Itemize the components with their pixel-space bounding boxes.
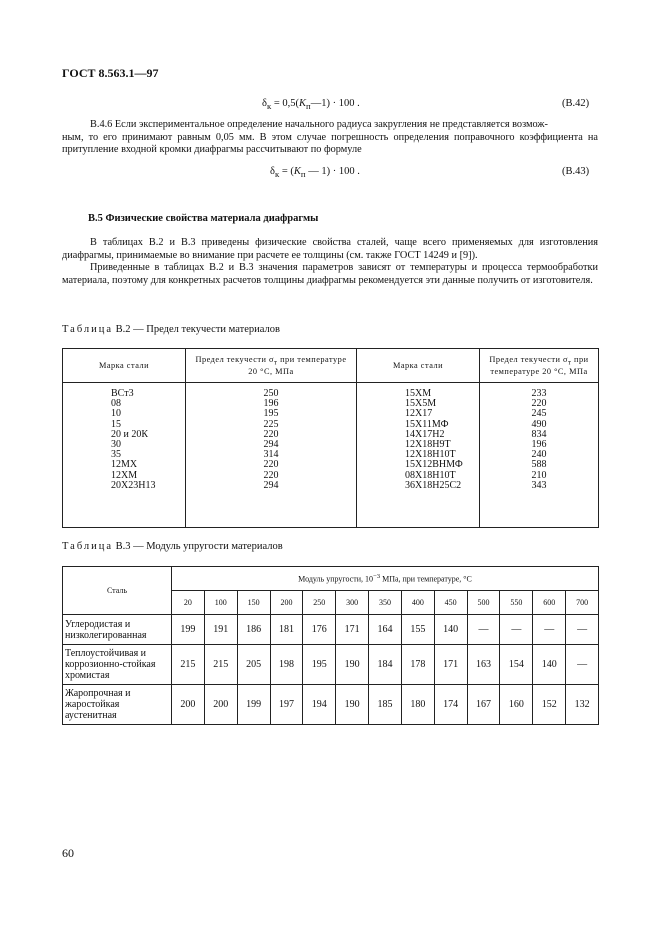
document-header: ГОСТ 8.563.1—97 — [62, 66, 159, 80]
steel-grade: 15Х11МФ — [405, 418, 449, 430]
yield-value: 245 — [531, 408, 547, 420]
modulus-value: 180 — [401, 685, 434, 725]
modulus-value: 184 — [369, 645, 402, 685]
modulus-value: 152 — [533, 685, 566, 725]
yield-value: 220 — [263, 428, 279, 440]
yield-value: 294 — [263, 439, 279, 451]
steel-grade: 36Х18Н25С2 — [405, 479, 462, 491]
temperature-header: 200 — [270, 591, 303, 615]
page-number: 60 — [62, 846, 74, 860]
modulus-value: 164 — [369, 615, 402, 645]
yield-value: 220 — [263, 459, 279, 471]
formula-ksub: п — [300, 169, 306, 180]
column-header: Марка стали — [357, 349, 480, 383]
formula-b43 — [270, 166, 360, 179]
modulus-value: 197 — [270, 685, 303, 725]
yield-value: 210 — [531, 469, 547, 481]
equation-number-b42: (В.42) — [562, 98, 590, 109]
yield-value: 195 — [263, 408, 279, 420]
modulus-value: 176 — [303, 615, 336, 645]
caption-prefix: Таблица — [62, 324, 114, 335]
modulus-value: 171 — [434, 645, 467, 685]
yield-value: 490 — [531, 418, 547, 430]
yield-value: 250 — [263, 388, 279, 399]
modulus-value: — — [467, 615, 500, 645]
modulus-value: 191 — [204, 615, 237, 645]
yield-value: 588 — [531, 459, 547, 471]
formula-lhs: δ — [270, 166, 275, 177]
steel-grade: 35 — [111, 449, 121, 461]
modulus-value: 140 — [434, 615, 467, 645]
steel-type-label: Жаропрочная и жаростойкая аустенитная — [63, 685, 172, 725]
table-row — [63, 645, 599, 685]
yield-value: 294 — [263, 479, 279, 491]
paragraph-b46 — [62, 119, 598, 157]
equation-number-b43: (В.43) — [562, 166, 590, 177]
section-title: В.5 Физические свойства материала диафрагмы — [88, 213, 319, 224]
steel-grade: ВСт3 — [111, 388, 134, 399]
modulus-value: 200 — [172, 685, 205, 725]
yield-value: 196 — [531, 439, 547, 451]
temperature-header: 350 — [369, 591, 402, 615]
left-grades-column — [63, 383, 186, 528]
yield-value: 225 — [263, 418, 279, 430]
formula-part: — 1) · 100 . — [305, 166, 360, 177]
yield-value: 233 — [531, 388, 547, 399]
yield-value: 343 — [531, 479, 547, 491]
modulus-value: 181 — [270, 615, 303, 645]
steel-grade: 30 — [111, 439, 121, 451]
steel-grade: 12Х18Н9Т — [405, 439, 451, 451]
modulus-value: 215 — [204, 645, 237, 685]
paragraph-continuation: ным, то его принимают равным 0,05 мм. В этом случае погрешность определения поправочного коэффициента на притупление входной кромки диафрагмы рассчитывают по формуле — [62, 131, 598, 156]
temperature-header: 450 — [434, 591, 467, 615]
formula-ksub: п — [306, 101, 311, 112]
modulus-value: — — [566, 645, 599, 685]
formula-b42 — [262, 98, 360, 111]
steel-grade: 12Х17 — [405, 408, 433, 420]
steel-grade: 14Х17Н2 — [405, 428, 445, 440]
table-b2-caption — [62, 324, 280, 335]
column-header: Модуль упругости, $10^{-3}$ МПа, при температуре, °С — [172, 567, 599, 591]
paragraph-text: В таблицах В.2 и В.3 приведены физические свойства сталей, чаще всего применяемых для изготовления диафрагмы, принимаемые во внимание при расчете ее толщины (см. также ГОСТ 14249 и [9]). — [62, 237, 598, 261]
modulus-value: 199 — [172, 615, 205, 645]
column-header: Марка стали — [63, 349, 186, 383]
steel-grade: 15ХМ — [405, 388, 432, 399]
formula-k: K — [299, 98, 307, 109]
temperature-header: 400 — [401, 591, 434, 615]
steel-grade: 08 — [111, 398, 121, 410]
modulus-value: 198 — [270, 645, 303, 685]
left-values-column — [186, 383, 357, 528]
modulus-value: — — [533, 615, 566, 645]
modulus-value: 190 — [336, 685, 369, 725]
steel-grade: 12Х18Н10Т — [405, 449, 456, 461]
modulus-value: 140 — [533, 645, 566, 685]
modulus-value: 190 — [336, 645, 369, 685]
steel-grade: 12МХ — [111, 459, 138, 471]
modulus-value: — — [566, 615, 599, 645]
temperature-header: 500 — [467, 591, 500, 615]
table-row — [63, 685, 599, 725]
steel-grade: 20 и 20К — [111, 428, 149, 440]
table-yield-strength — [62, 348, 599, 528]
formula-sub: к — [266, 101, 272, 112]
modulus-value: 174 — [434, 685, 467, 725]
modulus-value: 200 — [204, 685, 237, 725]
yield-value: 220 — [263, 469, 279, 481]
column-header: Предел текучести $\sigma_т$ при температуре 20 °С, МПа — [186, 349, 357, 383]
temperature-header: 20 — [172, 591, 205, 615]
modulus-value: 154 — [500, 645, 533, 685]
table-row — [63, 615, 599, 645]
steel-type-label: Углеродистая и низколегированная — [63, 615, 172, 645]
temperature-header: 700 — [566, 591, 599, 615]
table-elastic-modulus — [62, 566, 599, 725]
steel-grade: 15Х5М — [405, 398, 437, 410]
yield-value: 196 — [263, 398, 279, 410]
caption-text: В.2 — Предел текучести материалов — [113, 324, 280, 335]
steel-grade: 15Х12ВНМФ — [405, 459, 463, 471]
formula-part: = ( — [279, 166, 294, 177]
temperature-header: 150 — [237, 591, 270, 615]
modulus-value: — — [500, 615, 533, 645]
formula-lhs: δ — [262, 98, 267, 109]
modulus-value: 205 — [237, 645, 270, 685]
steel-grade: 20Х23Н13 — [111, 479, 156, 491]
temperature-header: 250 — [303, 591, 336, 615]
temperature-header: 300 — [336, 591, 369, 615]
modulus-value: 155 — [401, 615, 434, 645]
temperature-header: 100 — [204, 591, 237, 615]
modulus-value: 186 — [237, 615, 270, 645]
formula-part: —1) · 100 . — [310, 98, 360, 109]
formula-sub: к — [274, 169, 280, 180]
steel-type-label: Теплоустойчивая и коррозионно-стойкая хромистая — [63, 645, 172, 685]
caption-prefix: Таблица — [62, 541, 114, 552]
formula-part: = 0,5( — [271, 98, 300, 109]
yield-value: 240 — [531, 449, 547, 461]
modulus-value: 167 — [467, 685, 500, 725]
yield-value: 834 — [531, 428, 547, 440]
steel-grade: 08Х18Н10Т — [405, 469, 456, 481]
modulus-value: 199 — [237, 685, 270, 725]
modulus-value: 185 — [369, 685, 402, 725]
paragraph-first-line: В.4.6 Если экспериментальное определение начального радиуса закругления не представляется возмож- — [90, 119, 548, 130]
modulus-value: 215 — [172, 645, 205, 685]
modulus-value: 160 — [500, 685, 533, 725]
modulus-value: 195 — [303, 645, 336, 685]
yield-value: 220 — [531, 398, 547, 410]
modulus-value: 163 — [467, 645, 500, 685]
modulus-value: 194 — [303, 685, 336, 725]
temperature-header: 550 — [500, 591, 533, 615]
modulus-value: 171 — [336, 615, 369, 645]
column-header: Предел текучести $\sigma_т$ при температуре 20 °С, МПа — [480, 349, 599, 383]
steel-grade: 12ХМ — [111, 469, 138, 481]
modulus-value: 132 — [566, 685, 599, 725]
table-b3-caption — [62, 541, 283, 552]
steel-grade: 10 — [111, 408, 121, 420]
column-header: Сталь — [63, 567, 172, 615]
paragraph-intro — [62, 237, 598, 287]
modulus-value: 178 — [401, 645, 434, 685]
formula-k: K — [293, 166, 301, 177]
right-grades-column — [357, 383, 480, 528]
right-values-column — [480, 383, 599, 528]
caption-text: В.3 — Модуль упругости материалов — [113, 541, 283, 552]
steel-grade: 15 — [111, 418, 121, 430]
yield-value: 314 — [263, 449, 279, 461]
temperature-header: 600 — [533, 591, 566, 615]
paragraph-text: Приведенные в таблицах В.2 и В.3 значения параметров зависят от температуры и процесса термообработки материала, поэтому для конкретных расчетов толщины диафрагмы рекомендуется эти данные получить от изготовителя. — [62, 262, 598, 286]
